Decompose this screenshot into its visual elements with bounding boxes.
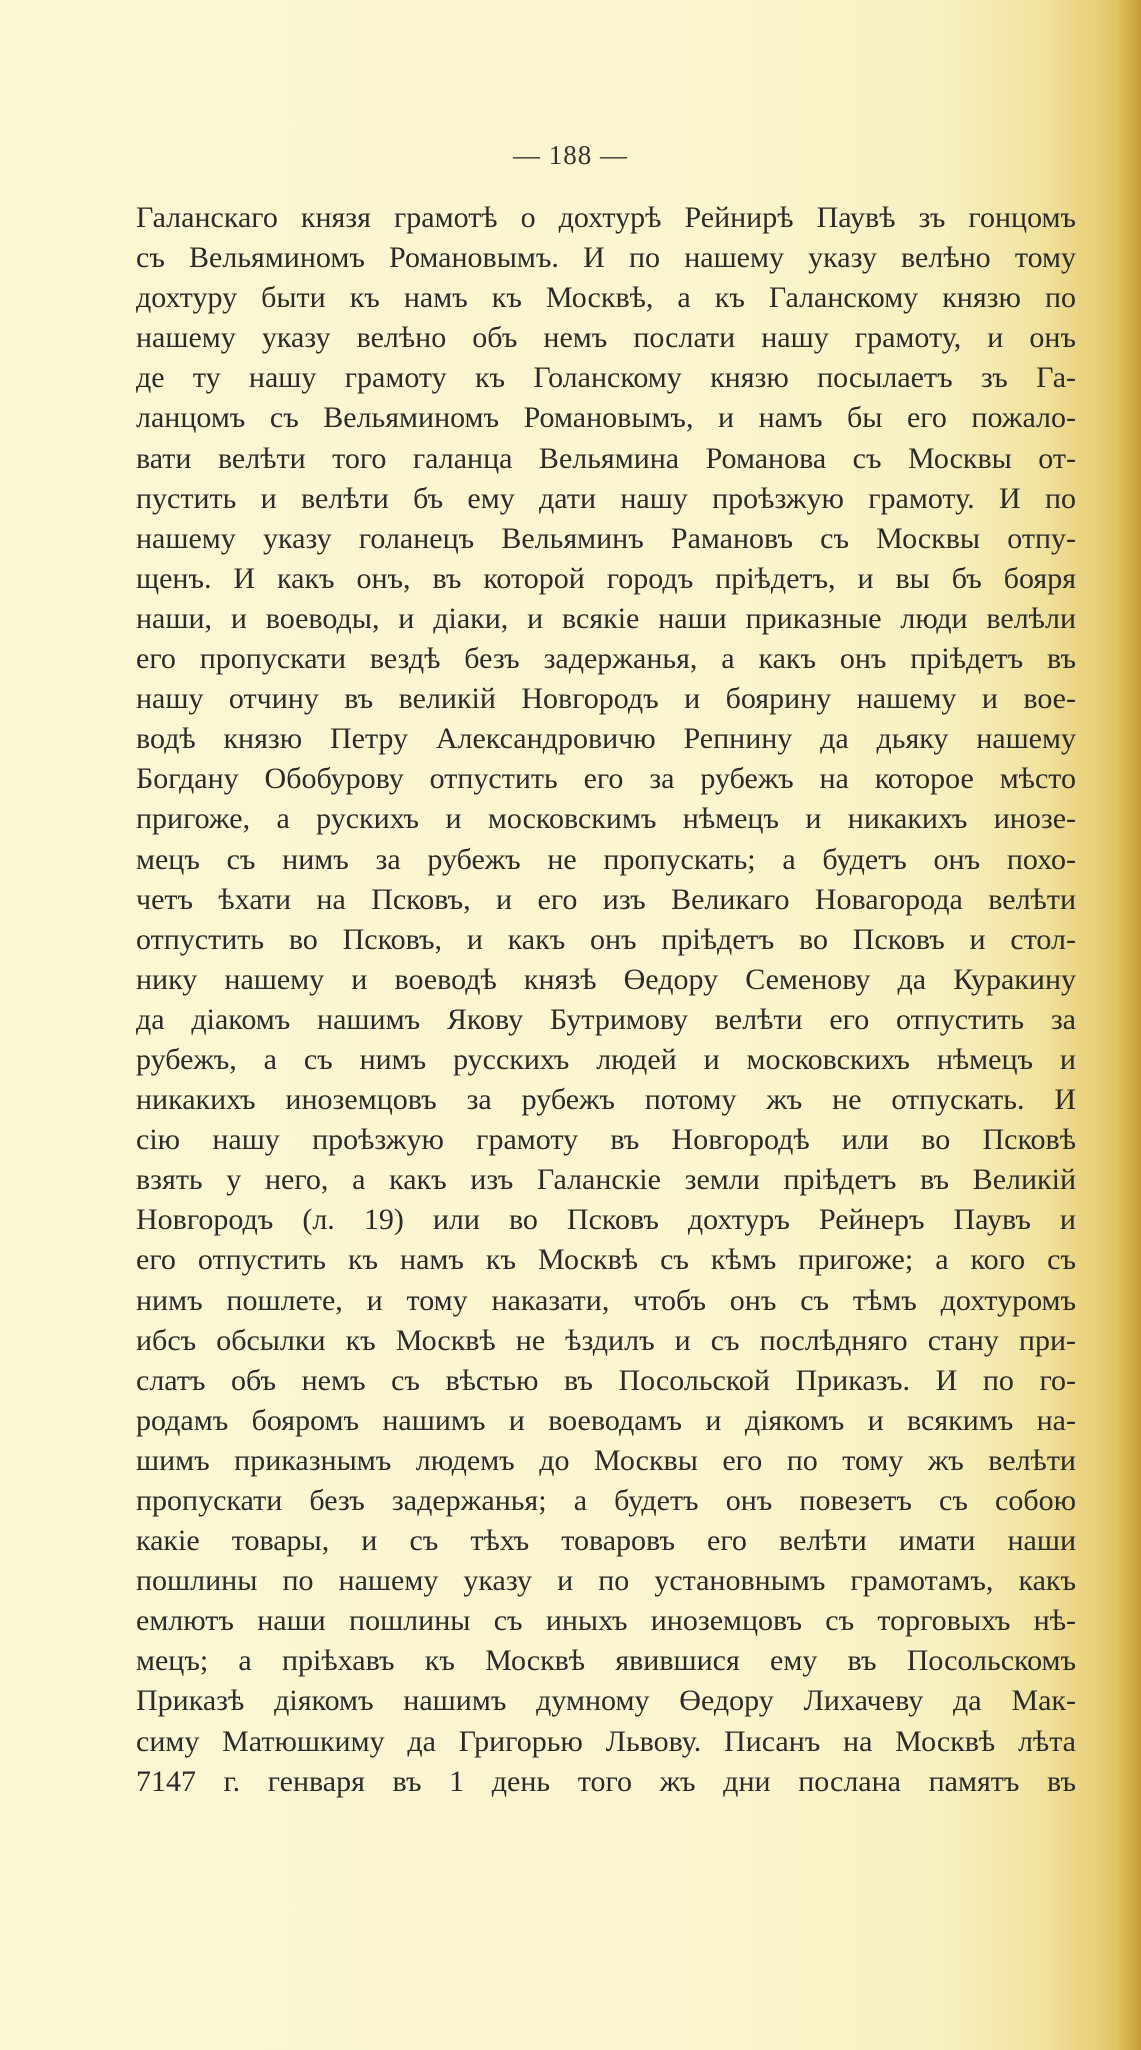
text-line: четъ ѣхати на Псковъ, и его изъ Великаго Новагорода велѣти [136,882,1076,916]
text-line: емлютъ наши пошлины съ иныхъ иноземцовъ съ торговыхъ нѣ- [136,1604,1076,1638]
text-line: взять у него, а какъ изъ Галанскіе земли пріѣдетъ въ Великій [136,1163,1076,1197]
text-line: какіе товары, и съ тѣхъ товаровъ его велѣти имати наши [136,1524,1076,1558]
text-line: наши, и воеводы, и діаки, и всякіе наши приказные люди велѣли [136,601,1076,635]
text-line: да діакомъ нашимъ Якову Бутримову велѣти его отпустить за [136,1002,1076,1036]
body-text [136,198,1076,1802]
text-line: его отпустить къ намъ къ Москвѣ съ кѣмъ пригоже; а кого съ [136,1243,1076,1277]
text-line: шимъ приказнымъ людемъ до Москвы его по тому жъ велѣти [136,1443,1076,1477]
page-number: — 188 — [513,140,628,170]
text-line: пустить и велѣти бъ ему дати нашу проѣзжую грамоту. И по [136,481,1076,515]
text-line: слатъ объ немъ съ вѣстью въ Посольской Приказъ. И по го- [136,1363,1076,1397]
text-line: нашему указу велѣно объ немъ послати нашу грамоту, и онъ [136,321,1076,355]
text-line: родамъ бояромъ нашимъ и воеводамъ и діякомъ и всякимъ на- [136,1403,1076,1437]
text-line: щенъ. И какъ онъ, въ которой городъ пріѣдетъ, и вы бъ бояря [136,561,1076,595]
text-line: отпустить во Псковъ, и какъ онъ пріѣдетъ во Псковъ и стол- [136,922,1076,956]
text-line: сію нашу проѣзжую грамоту въ Новгородѣ или во Псковѣ [136,1123,1076,1157]
text-line: водѣ князю Петру Александровичю Репнину да дьяку нашему [136,722,1076,756]
text-line: вати велѣти того галанца Вельямина Романова съ Москвы от- [136,441,1076,475]
text-line: Галанскаго князя грамотѣ о дохтурѣ Рейнирѣ Паувѣ зъ гонцомъ [136,201,1076,234]
text-line: рубежъ, а съ нимъ русскихъ людей и московскихъ нѣмецъ и [136,1042,1076,1076]
text-line: пошлины по нашему указу и по установнымъ грамотамъ, какъ [136,1564,1076,1598]
text-line: де ту нашу грамоту къ Голанскому князю посылаетъ зъ Га- [136,361,1076,395]
text-line: ланцомъ съ Вельяминомъ Романовымъ, и намъ бы его пожало- [136,401,1076,435]
text-line: нику нашему и воеводѣ князѣ Өедору Семенову да Куракину [136,962,1076,996]
text-line: мецъ; а пріѣхавъ къ Москвѣ явившися ему въ Посольскомъ [136,1644,1076,1678]
text-line: пригоже, а рускихъ и московскимъ нѣмецъ и никакихъ инозе- [136,802,1076,836]
text-line: никакихъ иноземцовъ за рубежъ потому жъ не отпускать. И [136,1083,1076,1117]
text-line: дохтуру быти къ намъ къ Москвѣ, а къ Галанскому князю по [136,281,1076,315]
text-line: мецъ съ нимъ за рубежъ не пропускать; а будетъ онъ похо- [136,842,1076,876]
text-line: Приказѣ діякомъ нашимъ думному Өедору Лихачеву да Мак- [136,1684,1076,1718]
text-line: нимъ пошлете, и тому наказати, чтобъ онъ съ тѣмъ дохтуромъ [136,1283,1076,1317]
text-line: нашему указу голанецъ Вельяминъ Рамановъ съ Москвы отпу- [136,521,1076,555]
text-line: Новгородъ (л. 19) или во Псковъ дохтуръ Рейнеръ Паувъ и [136,1203,1076,1237]
text-line: симу Матюшкиму да Григорью Львову. Писанъ на Москвѣ лѣта [136,1724,1076,1758]
text-line: Богдану Обобурову отпустить его за рубежъ на которое мѣсто [136,762,1076,796]
page-edge-shadow [1115,0,1141,2050]
text-line: ибсъ обсылки къ Москвѣ не ѣздилъ и съ послѣдняго стану при- [136,1323,1076,1357]
text-line: съ Вельяминомъ Романовымъ. И по нашему указу велѣно тому [136,241,1076,275]
text-line: 7147 г. генваря въ 1 день того жъ дни послана памятъ въ [136,1764,1076,1798]
text-line: нашу отчину въ великій Новгородъ и боярину нашему и вое- [136,682,1076,716]
text-line: его пропускати вездѣ безъ задержанья, а какъ онъ пріѣдетъ въ [136,642,1076,676]
text-line: пропускати безъ задержанья; а будетъ онъ повезетъ съ собою [136,1484,1076,1517]
